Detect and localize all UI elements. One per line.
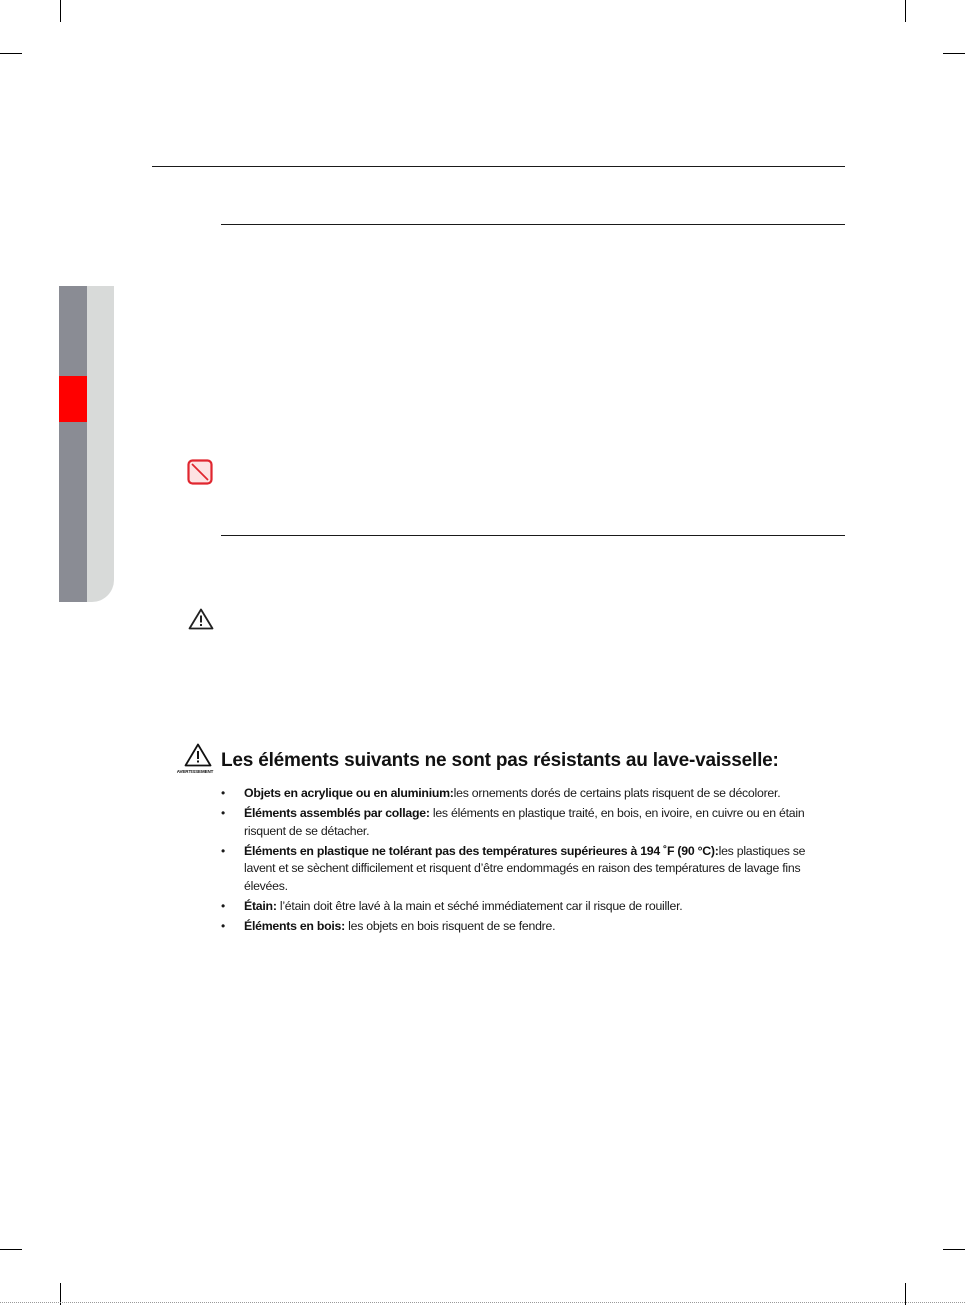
bullet-icon: •: [221, 918, 225, 933]
caution-triangle-icon: [188, 608, 214, 635]
chapter-tab-edge: [87, 286, 114, 602]
list-item: [219, 805, 839, 840]
warning-label: AVERTISSEMENT: [176, 769, 214, 774]
item-term: Éléments en bois:: [244, 918, 345, 933]
crop-mark-top-left-h: [0, 53, 22, 54]
bullet-icon: •: [221, 843, 225, 858]
item-text: les plastiques se lavent et se sèchent difficilement et risquent d’être endommagés en raison des températures de lavage fins élevées.: [244, 843, 806, 893]
crop-mark-bottom-right-h: [943, 1249, 965, 1250]
section-rule-1: [221, 224, 845, 225]
header-rule: [152, 166, 845, 167]
list-item: [219, 843, 839, 896]
list-item: [219, 898, 839, 916]
warning-list: [219, 785, 839, 938]
chapter-tab-active-marker: [59, 376, 87, 422]
crop-mark-bottom-left-h: [0, 1249, 22, 1250]
item-text: l’étain doit être lavé à la main et séché immédiatement car il risque de rouiller.: [279, 898, 683, 913]
section-rule-2: [221, 535, 845, 536]
chapter-tab: [59, 286, 87, 602]
crop-mark-top-left-v: [60, 0, 61, 22]
bullet-icon: •: [221, 898, 225, 913]
prohibited-icon: [187, 459, 213, 490]
warning-triangle-icon: [184, 743, 212, 772]
item-term: Objets en acrylique ou en aluminium:: [244, 786, 454, 800]
item-text: les éléments en plastique traité, en bois, en ivoire, en cuivre ou en étain risquent de se détacher.: [244, 806, 805, 838]
cut-line: [0, 1302, 965, 1303]
warning-title: Les éléments suivants ne sont pas résistants au lave-vaisselle:: [221, 750, 779, 771]
bullet-icon: •: [221, 786, 225, 800]
item-term: Étain:: [244, 898, 277, 913]
bullet-icon: •: [221, 806, 225, 821]
list-item: [219, 918, 839, 936]
item-term: Éléments en plastique ne tolérant pas des températures supérieures à 194 ˚F (90 °C):: [244, 843, 719, 858]
crop-mark-top-right-v: [905, 0, 906, 22]
list-item: [219, 785, 839, 803]
item-text: les objets en bois risquent de se fendre.: [348, 918, 556, 933]
crop-mark-top-right-h: [943, 53, 965, 54]
item-text: les ornements dorés de certains plats risquent de se décolorer.: [453, 786, 781, 800]
item-term: Éléments assemblés par collage:: [244, 806, 430, 821]
